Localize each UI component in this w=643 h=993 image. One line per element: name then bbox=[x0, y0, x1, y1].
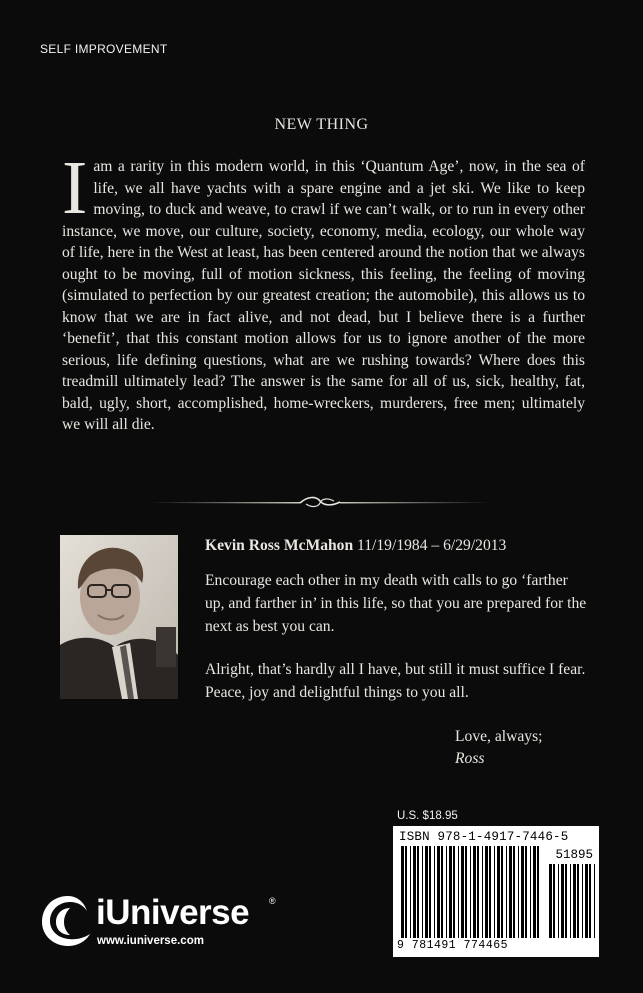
registered-mark: ® bbox=[269, 896, 276, 906]
category-label: SELF IMPROVEMENT bbox=[40, 42, 168, 56]
drop-cap: I bbox=[62, 146, 88, 230]
author-line bbox=[205, 534, 590, 557]
author-bio bbox=[205, 534, 590, 724]
price-code: 51895 bbox=[555, 848, 593, 862]
publisher-name: iUniverse bbox=[96, 893, 250, 932]
section-heading: NEW THING bbox=[274, 116, 369, 133]
publisher-logo bbox=[40, 892, 290, 952]
addon-bars bbox=[549, 864, 595, 938]
closing-line: Love, always; bbox=[455, 728, 543, 745]
signoff bbox=[455, 726, 542, 770]
author-name: Kevin Ross McMahon bbox=[205, 537, 354, 554]
isbn-number: ISBN 978-1-4917-7446-5 bbox=[399, 830, 569, 844]
author-photo bbox=[60, 535, 178, 699]
ean-bars bbox=[401, 846, 541, 938]
barcode bbox=[393, 826, 599, 957]
publisher-url: www.iuniverse.com bbox=[97, 935, 204, 947]
signature: Ross bbox=[455, 750, 485, 767]
ean-digits: 9 781491 774465 bbox=[397, 939, 509, 952]
body-text bbox=[62, 146, 585, 436]
body-paragraph: am a rarity in this modern world, in this ‘Quantum Age’, now, in the sea of life, we all have yachts with a spare engine and a jet ski. We like to keep moving, to duck and weave, to crawl if we can’t walk, or to run in every other instance, we move, our culture, society, economy, media, ecology, our whole way of life, here in the West at least, has been centered around the notion that we always ought to be moving, full of motion sickness, this feeling, the feeling of moving (simulated to perfection by our greatest creation; the automobile), this allows us to know that we are in fact alive, and not dead, but I believe there is a further ‘benefit’, that this constant motion allows for us to ignore another of the more serious, life defining questions, what are we rushing towards? Where does this treadmill ultimately lead? The answer is the same for all of us, sick, healthy, fat, bald, ugly, short, accomplished, home-wreckers, murderers, free men; ultimately we will all die. bbox=[62, 158, 585, 433]
bio-paragraph-2: Alright, that’s hardly all I have, but still it must suffice I fear. Peace, joy and delightful things to you all. bbox=[205, 661, 586, 701]
ornamental-divider bbox=[150, 492, 490, 512]
iuniverse-swirl-icon bbox=[40, 892, 96, 948]
bio-paragraph-1: Encourage each other in my death with calls to go ‘farther up, and farther in’ in this life, so that you are prepared for the next as best you can. bbox=[205, 572, 587, 635]
author-dates: 11/19/1984 – 6/29/2013 bbox=[353, 537, 507, 554]
price-label: U.S. $18.95 bbox=[397, 810, 458, 822]
